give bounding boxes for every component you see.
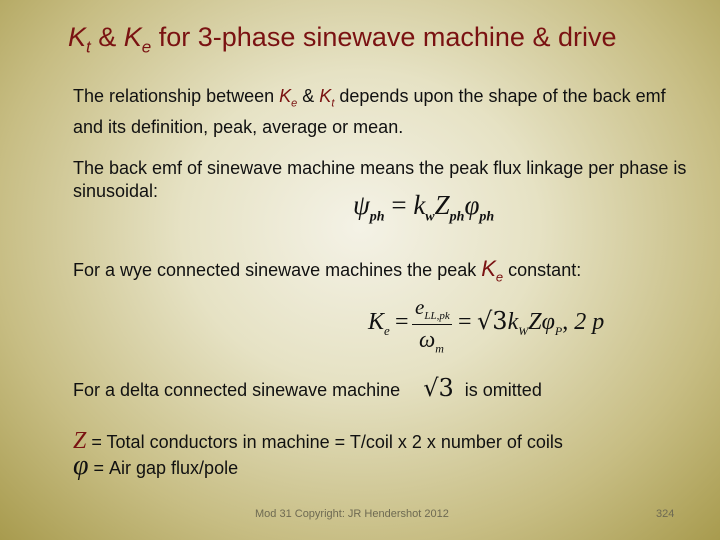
title-ke: $K_e$ <box>123 22 152 57</box>
paragraph-delta: For a delta connected sinewave machine √3 is omitted <box>73 374 542 402</box>
definition-phi: φ = Air gap flux/pole <box>73 450 239 481</box>
footer-copyright: Mod 31 Copyright: JR Hendershot 2012 <box>255 508 449 520</box>
flux-linkage-equation: $\psi_{ph} = k_wZ_{ph}\varphi_{ph}$ <box>353 190 495 225</box>
title-kt: $K_t$ <box>68 22 91 57</box>
paragraph-back-emf: The back emf of sinewave machine means the peak flux linkage per phase is sinusoidal: <box>73 158 687 201</box>
slide-title: $K_t$ & $K_e$ for 3-phase sinewave machine & drive <box>68 22 617 57</box>
paragraph-relationship: The relationship between $K_e$ & $K_t$ depends upon the shape of the back emf and its definition, peak, average or mean. <box>73 86 666 137</box>
ke-equation: $K_e$ = $e_{LL,pk}$ $\omega_m$ = $√3k_WZ\varphi_P$, 2 p <box>368 295 605 356</box>
page-number: 324 <box>656 508 675 520</box>
paragraph-wye: For a wye connected sinewave machines the peak $K_e$ constant: <box>73 256 582 285</box>
fraction-bar <box>412 324 452 325</box>
definition-z: Z = Total conductors in machine = T/coil x 2 x number of coils <box>73 428 563 454</box>
